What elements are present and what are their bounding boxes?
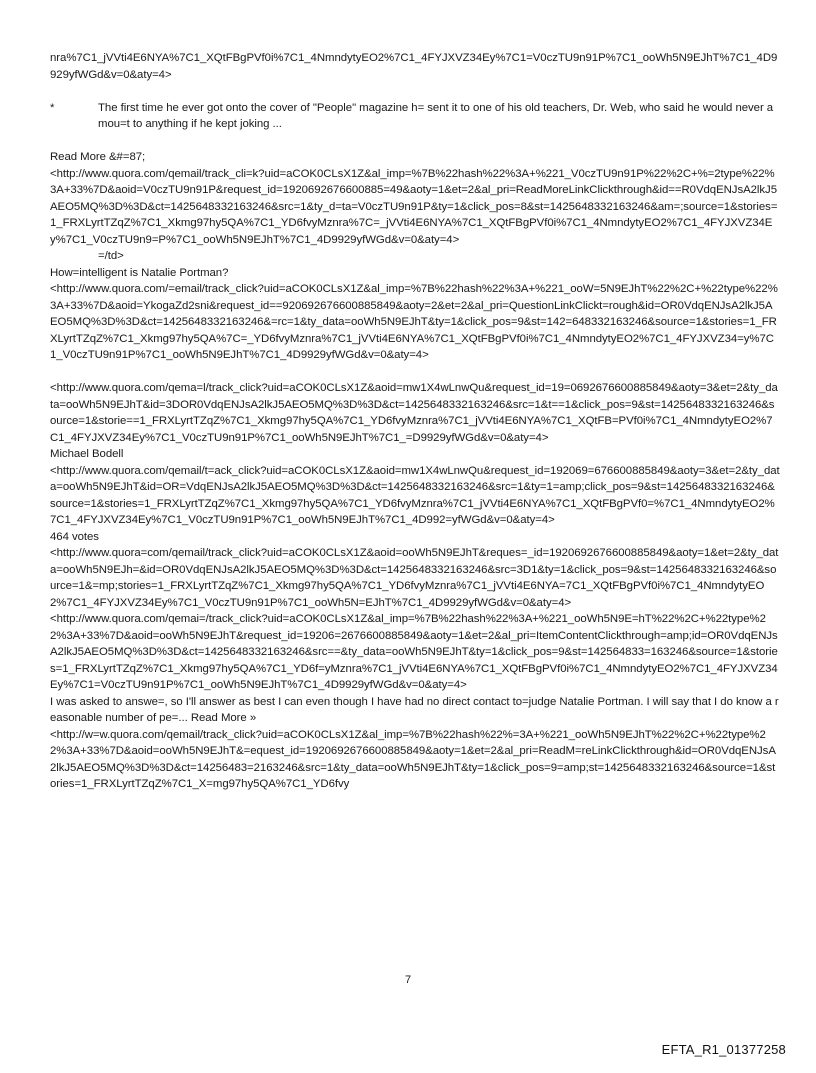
url-line: nra%7C1_jVVti4E6NYA%7C1_XQtFBgPVf0i%7C1_4NmndytyEO2%7C1_4FYJXVZ34Ey%7C1=V0czTU9n91P%7C1_ooWh5N9EJhT%7C1_4D9929yfWGd&v=0&aty=4> (50, 52, 778, 81)
votes-url: <http://www.quora=com/qemail/track_click?uid=aCOK0CLsX1Z&aoid=ooWh5N9EJhT&reques=_id=1920692676600885849&aoty=1&et=2&ty_data=ooWh5N9EJh=&id=OR0VdqENJsA2lkJ5AEO5MQ%3D%3D&ct=1425648332163246&src=3D1&ty=1&click_pos=9&st=1425648332163246&source=1&=mp;stories=1_FRXLyrtTZqZ%7C1_Xkmg97hy5QA%7C1_YD6fvyMznra%7C1_jVVti4E6NYA=7C1_XQtFBgPVf0i%7C1_4NmndytyEO2%7C1_4FYJXVZ34Ey%7C1_V0czTU9n91P%7C1_ooWh5N=EJhT%7C1_4D9929yfWGd&v=0&aty=4> (50, 547, 779, 609)
answer-excerpt: I was asked to answe=, so I'll answer as best I can even though I have had no direct contact to=judge Natalie Portman. I will say that I do know a reasonable number of pe=... Read More » (50, 695, 779, 724)
blank-line (50, 83, 780, 100)
blank-line (50, 133, 780, 150)
bullet-paragraph (50, 100, 780, 133)
read-more-url: <http://www.quora.com/qemail/track_cli=k?uid=aCOK0CLsX1Z&al_imp=%7B%22hash%22%3A+%221_V0czTU9n91P%22%2C+%=2type%22%3A+33%7D&aoid=V0czTU9n91P&request_id=1920692676600885=49&aoty=1&et=2&al_pri=ReadMoreLinkClickthrough&id==R0VdqENJsA2lkJ5AEO5MQ%3D%3D&ct=1425648332163246&src=1&ty_d=ta=V0czTU9n91P&ty=1&click_pos=8&st=1425648332163246&am=;source=1&stories=1_FRXLyrtTZqZ%7C1_Xkmg97hy5QA%7C1_YD6fvyMznra%7C=_jVVti4E6NYA%7C1_XQtFBgPVf0i%7C1_4NmndytyEO2%7C1_4FYJXVZ34Ey%7C1_V0czTU9n9=P%7C1_ooWh5N9EJhT%7C1_4D9929yfWGd&v=0&aty=4> (50, 167, 778, 246)
blank-line (50, 364, 780, 381)
document-body (50, 50, 780, 793)
vote-count: 464 votes (50, 530, 99, 543)
document-id-footer: EFTA_R1_01377258 (661, 1042, 786, 1057)
bullet-text: The first time he ever got onto the cover of "People" magazine h= sent it to one of his old teachers, Dr. Web, who said he would never amou=t to anything if he kept joking ... (98, 101, 774, 130)
author-profile-url: <http://www.quora.com/qemail/t=ack_click?uid=aCOK0CLsX1Z&aoid=mw1X4wLnwQu&request_id=192069=676600885849&aoty=3&et=2&ty_data=ooWh5N9EJhT&id=OR=VdqENJsA2lkJ5AEO5MQ%3D%3D&ct=1425648332163246&src=1&ty=1=amp;click_pos=9&st=1425648332163246&source=1&stories=1_FRXLyrtTZqZ%7C1_Xkmg97hy5QA%7C1_YD6fvyMznra%7C1_jVVti4E6NYA%7C1_XQtFBgPVf0=%7C1_4NmndytyEO2%7C1_4FYJXVZ34Ey%7C1_V0czTU9n91P%7C1_ooWh5N9EJhT%7C1_4D992=yfWGd&v=0&aty=4> (50, 464, 780, 526)
page-number: 7 (404, 974, 412, 986)
td-tag-line: =/td> (98, 250, 124, 262)
question-title: How=intelligent is Natalie Portman? (50, 266, 229, 279)
read-more-text: Read More &#=87; (50, 151, 146, 163)
author-url: <http://www.quora.com/qema=l/track_click?uid=aCOK0CLsX1Z&aoid=mw1X4wLnwQu&request_id=19=0692676600885849&aoty=3&et=2&ty_data=ooWh5N9EJhT&id=3DOR0VdqENJsA2lkJ5AEO5MQ%3D%3D&ct=1425648332163246&src=1&t==1&click_pos=9&st=1425648332163246&source=1&storie==1_FRXLyrtTZqZ%7C1_Xkmg97hy5QA%7C1_YD6fvyMznra%7C1_jVVti4E6NYA%7C1_XQtFB=PVf0i%7C1_4NmndytyEO2%7C1_4FYJXVZ34Ey%7C1_V0czTU9n91P%7C1_ooWh5N9EJhT%7C1_=D9929yfWGd&v=0&aty=4> (50, 382, 778, 444)
answer-read-more-url: <http://w=w.quora.com/qemail/track_click?uid=aCOK0CLsX1Z&al_imp=%7B%22hash%22%=3A+%221_ooWh5N9EJhT%22%2C+%22type%22%3A+33%7D&aoid=ooWh5N9EJhT&=equest_id=1920692676600885849&aoty=1&et=2&al_pri=ReadM=reLinkClickthrough&id=OR0VdqENJsA2lkJ5AEO5MQ%3D%3D&ct=14256483=2163246&src=1&ty_data=ooWh5N9EJhT&ty=1&click_pos=9=amp;st=1425648332163246&source=1&stories=1_FRXLyrtTZqZ%7C1_X=mg97hy5QA%7C1_YD6fvy (50, 728, 776, 790)
asterisk-bullet: * (50, 101, 55, 114)
question-url: <http://www.quora.com/=email/track_click?uid=aCOK0CLsX1Z&al_imp=%7B%22hash%22%3A+%221_ooW=5N9EJhT%22%2C+%22type%22%3A+33%7D&aoid=YkogaZd2sni&request_id==920692676600885849&aoty=2&et=2&al_pri=QuestionLinkClickt=rough&id=OR0VdqENJsA2lkJ5AEO5MQ%3D%3D&ct=1425648332163246&=rc=1&ty_data=ooWh5N9EJhT&ty=1&click_pos=9&st=142=648332163246&source=1&stories=1_FRXLyrtTZqZ%7C1_Xkmg97hy5QA%7C=_YD6fvyMznra%7C1_jVVti4E6NYA%7C1_XQtFBgPVf0i%7C1_4NmndytyEO2%7C1_4FYJXVZ34=y%7C1_V0czTU9n91P%7C1_ooWh5N9EJhT%7C1_4D9929yfWGd&v=0&aty=4> (50, 283, 778, 361)
author-name: Michael Bodell (50, 448, 124, 460)
content-url: <http://www.quora.com/qemai=/track_click?uid=aCOK0CLsX1Z&al_imp=%7B%22hash%22%3A+%221_ooWh5N9E=hT%22%2C+%22type%22%3A+33%7D&aoid=ooWh5N9EJhT&request_id=19206=2676600885849&aoty=1&et=2&al_pri=ItemContentClickthrough=amp;id=OR0VdqENJsA2lkJ5AEO5MQ%3D%3D&ct=1425648332163246&src==&ty_data=ooWh5N9EJhT&ty=1&click_pos=9&st=142564833=163246&source=1&stories=1_FRXLyrtTZqZ%7C1_Xkmg97hy5QA%7C1_YD6f=yMznra%7C1_jVVti4E6NYA%7C1_XQtFBgPVf0i%7C1_4NmndytyEO2%7C1_4FYJXVZ34Ey%7C1=V0czTU9n91P%7C1_ooWh5N9EJhT%7C1_4D9929yfWGd&v=0&aty=4> (50, 613, 778, 691)
